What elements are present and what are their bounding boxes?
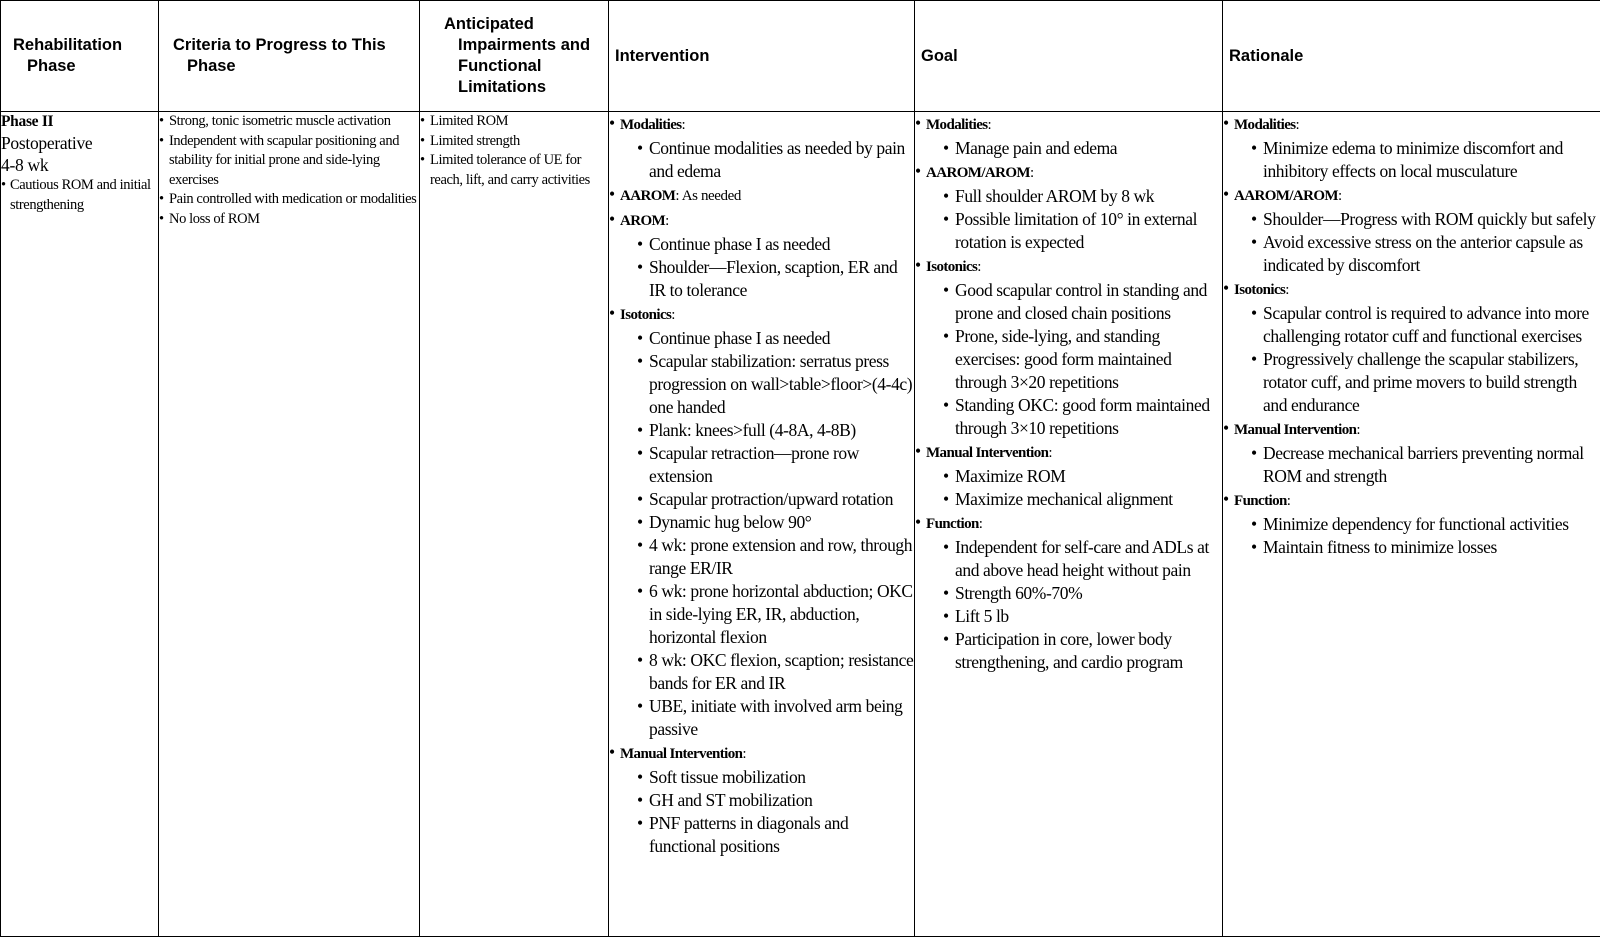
category-item <box>609 208 914 233</box>
header-rehab-phase: Rehabilitation Phase <box>1 1 159 112</box>
header-criteria: Criteria to Progress to This Phase <box>159 1 420 112</box>
category-colon: : <box>1356 422 1361 438</box>
list-item: • Dynamic hug below 90° <box>637 511 914 534</box>
list-item: • UBE, initiate with involved arm being passive <box>637 695 914 741</box>
category-item <box>1223 277 1600 302</box>
list-item: • Independent for self-care and ADLs at and above head height without pain <box>943 536 1222 582</box>
category-colon: : <box>977 259 982 275</box>
header-goal: Goal <box>915 1 1223 112</box>
category-colon: : <box>987 117 992 133</box>
list-item: • Maintain fitness to minimize losses <box>1251 536 1600 559</box>
category-label: Isotonics <box>926 259 978 275</box>
list-item: • Scapular stabilization: serratus press progression on wall>table>floor>(4-4c) one handed <box>637 350 914 419</box>
list-item: • No loss of ROM <box>159 210 419 230</box>
category-label: Manual Intervention <box>1234 422 1357 438</box>
list-item: • PNF patterns in diagonals and functional positions <box>637 812 914 858</box>
category-item <box>1223 183 1600 208</box>
list-item: • Maximize ROM <box>943 465 1222 488</box>
list-item: • 4 wk: prone extension and row, through range ER/IR <box>637 534 914 580</box>
header-intervention: Intervention <box>609 1 915 112</box>
criteria-cell <box>159 112 420 937</box>
list-item: • Standing OKC: good form maintained through 3×10 repetitions <box>943 394 1222 440</box>
category-colon: : <box>742 746 747 762</box>
list-item: • Minimize dependency for functional activities <box>1251 513 1600 536</box>
category-label: Function <box>1234 493 1287 509</box>
category-colon: : <box>978 516 983 532</box>
category-item <box>1223 417 1600 442</box>
category-colon: : <box>1295 117 1300 133</box>
list-item: • Pain controlled with medication or modalities <box>159 190 419 210</box>
list-item: • Prone, side-lying, and standing exercises: good form maintained through 3×20 repetitions <box>943 325 1222 394</box>
list-item: • Strength 60%-70% <box>943 582 1222 605</box>
sub-list <box>609 233 914 302</box>
category-item <box>915 254 1222 279</box>
list-item: • Scapular retraction—prone row extension <box>637 442 914 488</box>
category-label: Manual Intervention <box>926 445 1049 461</box>
phase-subtitle: Postoperative <box>1 133 93 153</box>
list-item: • Limited strength <box>420 132 608 152</box>
category-item <box>915 112 1222 137</box>
list-item: • 6 wk: prone horizontal abduction; OKC in side-lying ER, IR, abduction, horizontal flexion <box>637 580 914 649</box>
list-item: • Manage pain and edema <box>943 137 1222 160</box>
category-label: Function <box>926 516 979 532</box>
list-item: • Possible limitation of 10° in external rotation is expected <box>943 208 1222 254</box>
category-label: AROM <box>620 213 666 229</box>
sub-list <box>915 137 1222 160</box>
category-colon: : <box>665 213 669 229</box>
list-item: • Continue phase I as needed <box>637 327 914 350</box>
category-inline-text: As needed <box>679 188 742 204</box>
category-colon: : <box>675 188 680 204</box>
category-label: AAROM/AROM <box>1234 188 1338 204</box>
list-item: • Decrease mechanical barriers preventing normal ROM and strength <box>1251 442 1600 488</box>
list-item: • Continue modalities as needed by pain and edema <box>637 137 914 183</box>
category-label: Isotonics <box>1234 282 1286 298</box>
category-item <box>609 112 914 137</box>
impairments-cell <box>420 112 609 937</box>
phase-duration: 4-8 wk <box>1 155 49 175</box>
list-item: • Cautious ROM and initial strengthening <box>1 176 158 215</box>
list-item: • Scapular control is required to advance into more challenging rotator cuff and functional exercises <box>1251 302 1600 348</box>
sub-list <box>609 766 914 858</box>
list-item: • Soft tissue mobilization <box>637 766 914 789</box>
phase-title: Phase II <box>1 113 54 130</box>
sub-list <box>915 465 1222 511</box>
category-item <box>915 511 1222 536</box>
list-item: • Lift 5 lb <box>943 605 1222 628</box>
category-label: Manual Intervention <box>620 746 743 762</box>
category-colon: : <box>671 307 676 323</box>
goal-list <box>915 112 1222 674</box>
sub-list <box>609 137 914 183</box>
list-item: • Limited tolerance of UE for reach, lift, and carry activities <box>420 151 608 190</box>
header-rationale: Rationale <box>1223 1 1600 112</box>
list-item: • Plank: knees>full (4-8A, 4-8B) <box>637 419 914 442</box>
sub-list <box>1223 302 1600 417</box>
category-item <box>1223 488 1600 513</box>
list-item: • Shoulder—Progress with ROM quickly but safely <box>1251 208 1600 231</box>
sub-list <box>609 327 914 741</box>
category-label: Modalities <box>1234 117 1296 133</box>
category-label: AAROM/AROM <box>926 165 1030 181</box>
list-item: • Full shoulder AROM by 8 wk <box>943 185 1222 208</box>
list-item: • 8 wk: OKC flexion, scaption; resistance bands for ER and IR <box>637 649 914 695</box>
list-item: • Avoid excessive stress on the anterior capsule as indicated by discomfort <box>1251 231 1600 277</box>
sub-list <box>1223 137 1600 183</box>
impairments-list <box>420 112 608 190</box>
sub-list <box>915 185 1222 254</box>
list-item: • Minimize edema to minimize discomfort and inhibitory effects on local musculature <box>1251 137 1600 183</box>
list-item: • Continue phase I as needed <box>637 233 914 256</box>
category-item <box>609 302 914 327</box>
criteria-list <box>159 112 419 230</box>
category-item <box>915 160 1222 185</box>
list-item: • Limited ROM <box>420 112 608 132</box>
category-label: AAROM <box>620 188 676 204</box>
intervention-cell <box>609 112 915 937</box>
list-item: • Independent with scapular positioning and stability for initial prone and side-lying exercises <box>159 132 419 191</box>
category-colon: : <box>1285 282 1290 298</box>
list-item: • Good scapular control in standing and prone and closed chain positions <box>943 279 1222 325</box>
list-item: • Maximize mechanical alignment <box>943 488 1222 511</box>
list-item: • Strong, tonic isometric muscle activation <box>159 112 419 132</box>
sub-list <box>1223 208 1600 277</box>
sub-list <box>1223 513 1600 559</box>
category-item <box>609 741 914 766</box>
rationale-list <box>1223 112 1600 559</box>
category-label: Modalities <box>620 117 682 133</box>
sub-list <box>915 279 1222 440</box>
category-colon: : <box>1029 165 1034 181</box>
category-colon: : <box>1337 188 1342 204</box>
category-label: Isotonics <box>620 307 672 323</box>
category-colon: : <box>681 117 686 133</box>
rationale-cell <box>1223 112 1600 937</box>
category-item <box>1223 112 1600 137</box>
table-row <box>1 112 1600 937</box>
category-item <box>609 183 914 208</box>
category-colon: : <box>1286 493 1291 509</box>
phase-cell <box>1 112 159 937</box>
intervention-list <box>609 112 914 858</box>
list-item: • Participation in core, lower body strengthening, and cardio program <box>943 628 1222 674</box>
list-item: • GH and ST mobilization <box>637 789 914 812</box>
header-row <box>1 1 1600 112</box>
goal-cell <box>915 112 1223 937</box>
phase-bullets <box>1 176 158 215</box>
category-label: Modalities <box>926 117 988 133</box>
category-colon: : <box>1048 445 1053 461</box>
sub-list <box>1223 442 1600 488</box>
header-impairments: Anticipated Impairments and Functional Limitations <box>420 1 609 112</box>
list-item: • Scapular protraction/upward rotation <box>637 488 914 511</box>
category-item <box>915 440 1222 465</box>
list-item: • Shoulder—Flexion, scaption, ER and IR to tolerance <box>637 256 914 302</box>
sub-list <box>915 536 1222 674</box>
list-item: • Progressively challenge the scapular stabilizers, rotator cuff, and prime movers to build strength and endurance <box>1251 348 1600 417</box>
